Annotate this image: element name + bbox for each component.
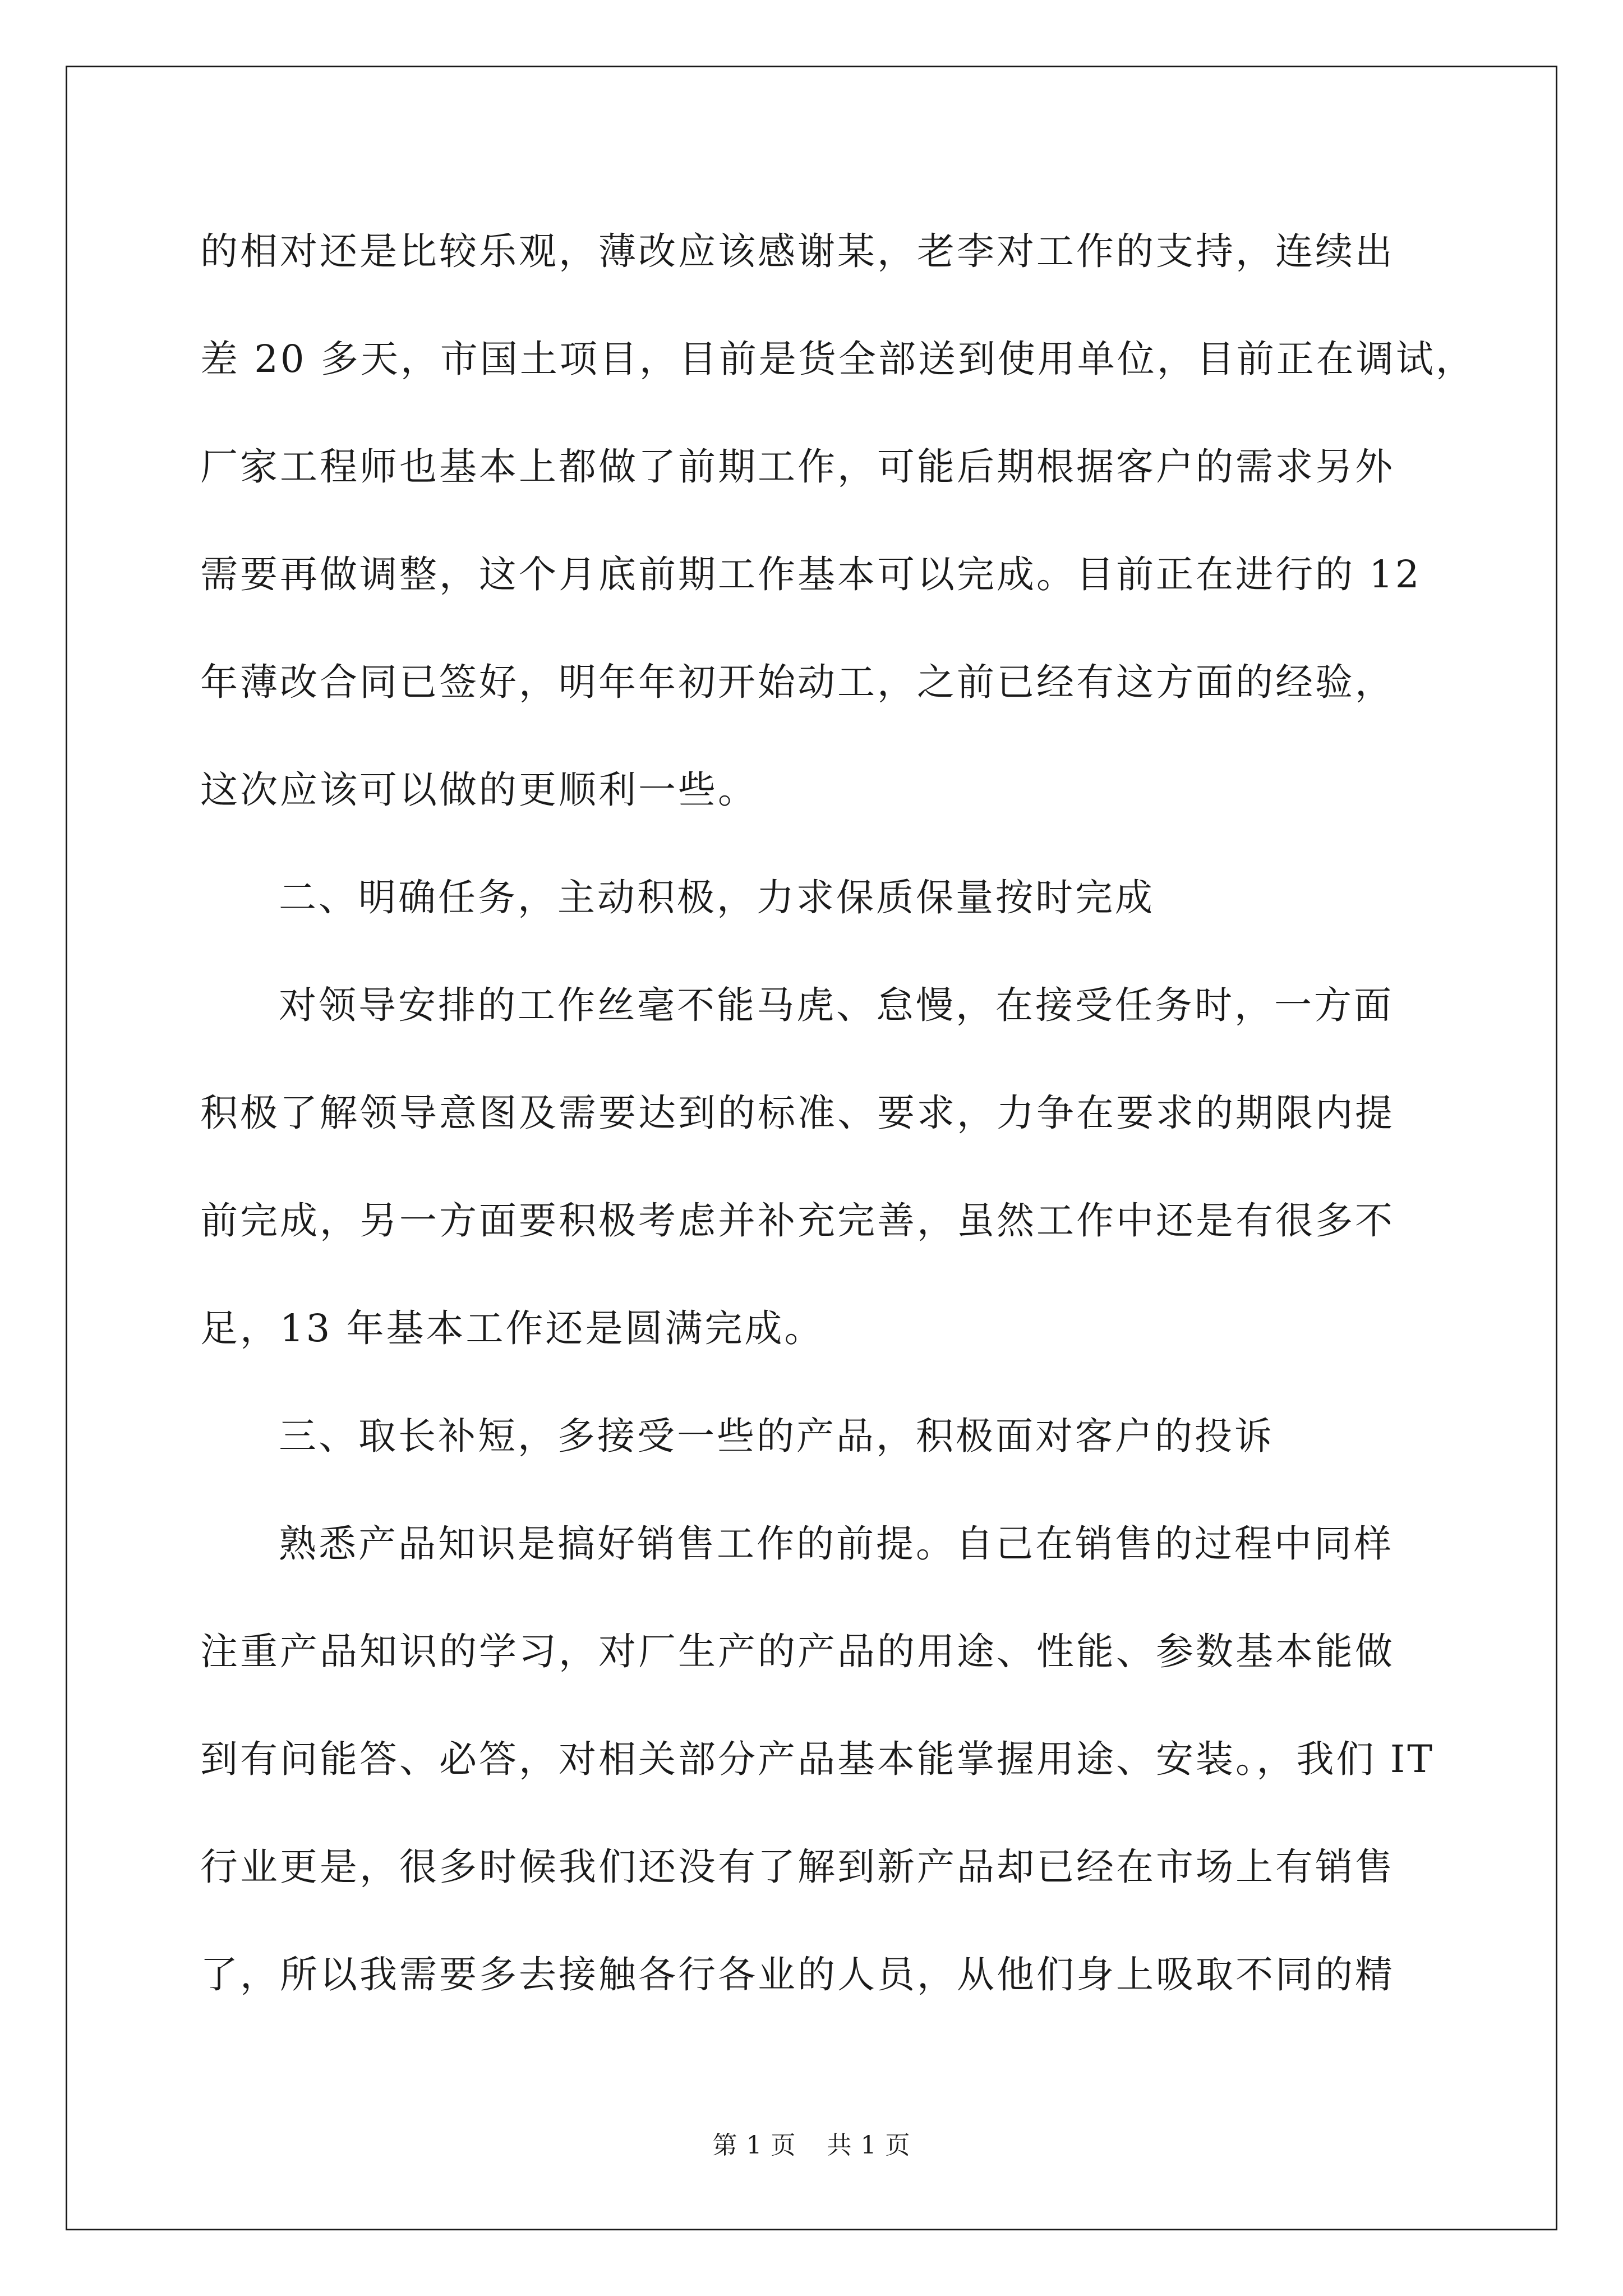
text-line: 熟悉产品知识是搞好销售工作的前提。自己在销售的过程中同样 xyxy=(279,1522,1394,1566)
text-line: 注重产品知识的学习，对厂生产的产品的用途、性能、参数基本能做 xyxy=(200,1630,1395,1673)
text-line: 年薄改合同已签好，明年年初开始动工，之前已经有这方面的经验， xyxy=(200,660,1395,704)
page-footer xyxy=(0,2125,1623,2161)
text-line: 了，所以我需要多去接触各行各业的人员，从他们身上吸取不同的精 xyxy=(200,1953,1395,1996)
text-line: 足，13 年基本工作还是圆满完成。 xyxy=(200,1306,824,1350)
text-line: 三、取长补短，多接受一些的产品，积极面对客户的投诉 xyxy=(279,1414,1274,1458)
text-line: 需要再做调整，这个月底前期工作基本可以完成。目前正在进行的 12 xyxy=(200,553,1422,596)
text-line: 二、明确任务，主动积极，力求保质保量按时完成 xyxy=(279,876,1155,919)
document-body xyxy=(200,219,1490,2050)
text-line: 对领导安排的工作丝毫不能马虎、怠慢，在接受任务时，一方面 xyxy=(279,983,1394,1027)
text-line: 前完成，另一方面要积极考虑并补充完善，虽然工作中还是有很多不 xyxy=(200,1199,1395,1243)
text-line: 差 20 多天，市国土项目，目前是货全部送到使用单位，目前正在调试， xyxy=(200,337,1476,381)
text-line: 的相对还是比较乐观，薄改应该感谢某，老李对工作的支持，连续出 xyxy=(200,229,1395,273)
text-line: 厂家工程师也基本上都做了前期工作，可能后期根据客户的需求另外 xyxy=(200,445,1395,489)
text-line: 到有问能答、必答，对相关部分产品基本能掌握用途、安装。，我们 IT xyxy=(200,1737,1435,1781)
text-line: 积极了解领导意图及需要达到的标准、要求，力争在要求的期限内提 xyxy=(200,1091,1395,1135)
text-line: 这次应该可以做的更顺利一些。 xyxy=(200,768,758,812)
text-line: 行业更是，很多时候我们还没有了解到新产品却已经在市场上有销售 xyxy=(200,1845,1395,1889)
total-pages: 共 1 页 xyxy=(827,2131,911,2160)
page-number: 第 1 页 xyxy=(712,2131,796,2160)
